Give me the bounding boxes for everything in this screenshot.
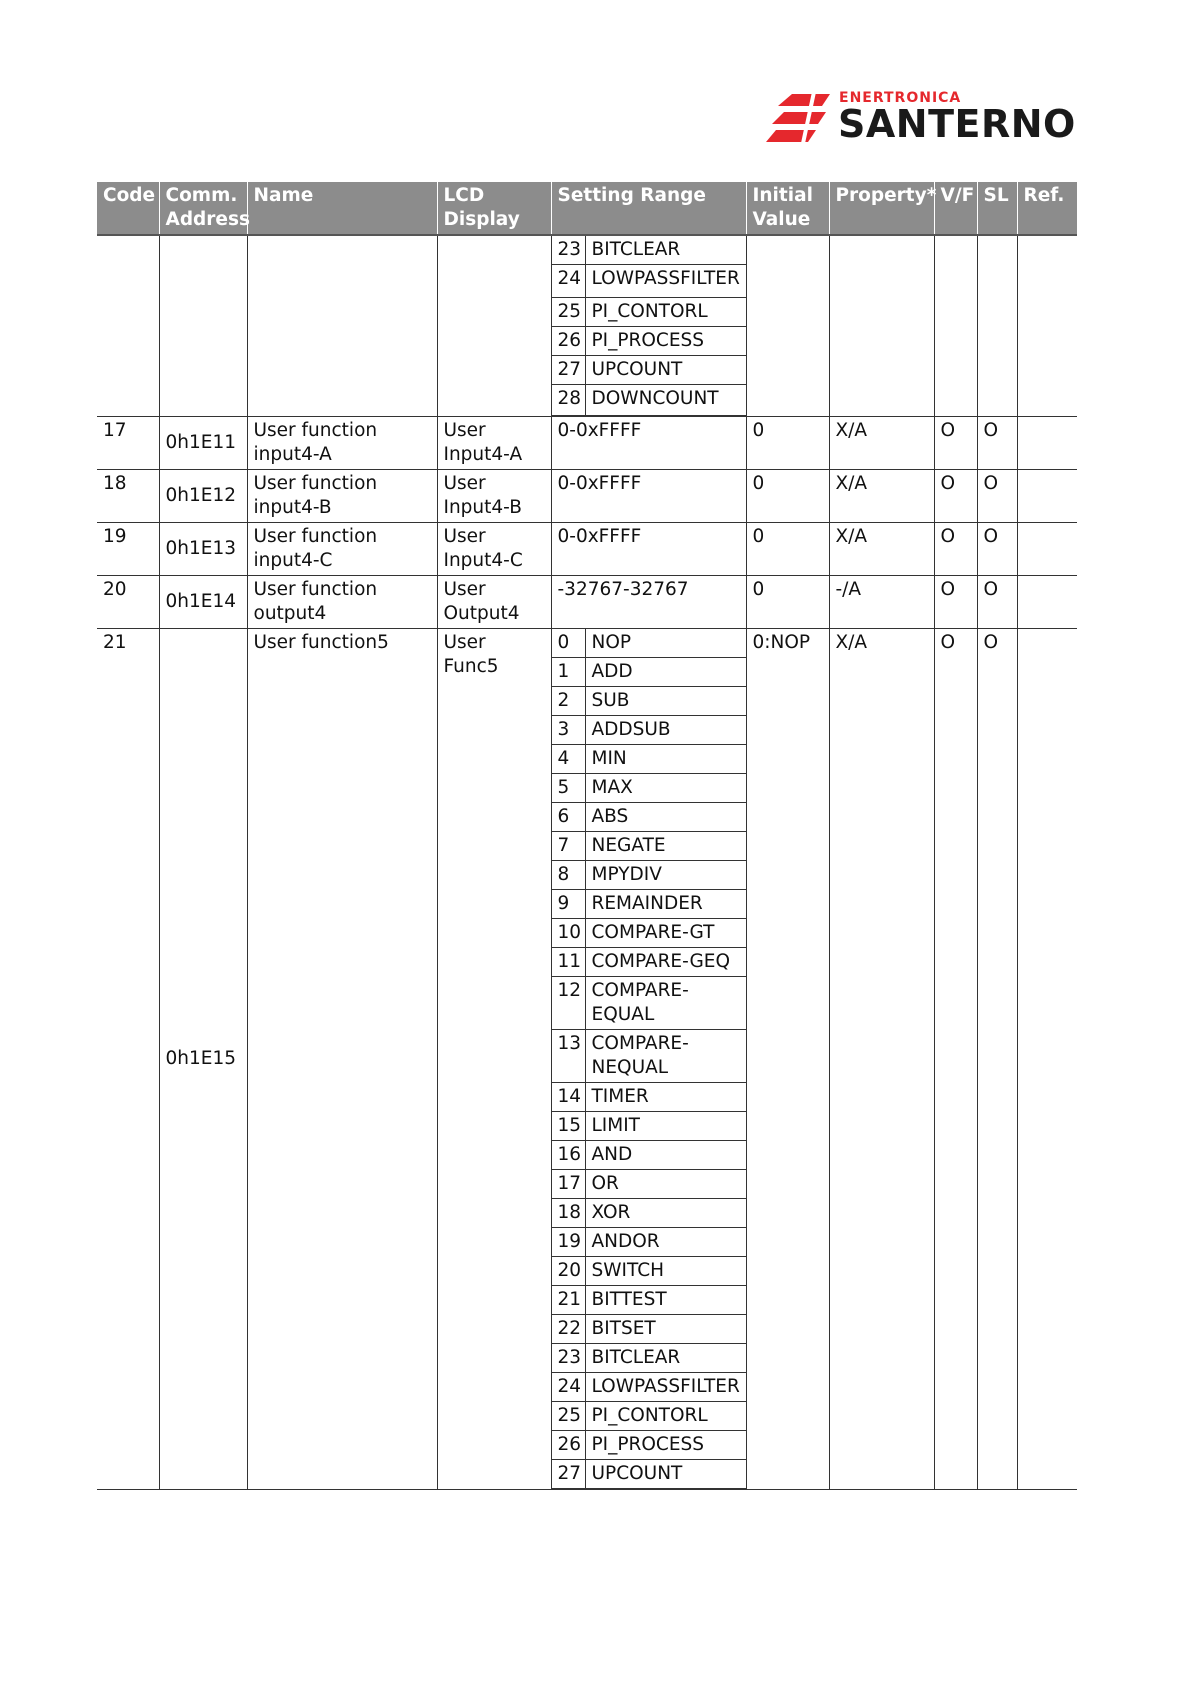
option-number: 23: [552, 236, 586, 265]
option-label: MIN: [585, 745, 746, 774]
option-number: 7: [552, 832, 586, 861]
option-row: [552, 236, 746, 265]
option-label: PI_PROCESS: [585, 327, 746, 356]
option-label: XOR: [585, 1199, 746, 1228]
option-number: 28: [552, 385, 586, 416]
option-row: [552, 919, 746, 948]
cell-sl: O: [977, 523, 1017, 576]
option-label: MAX: [585, 774, 746, 803]
option-row: [552, 1315, 746, 1344]
cell-setting-range-options: [551, 629, 746, 1490]
option-row: [552, 356, 746, 385]
cell-ref: [1017, 576, 1077, 629]
option-number: 15: [552, 1112, 586, 1141]
option-number: 1: [552, 658, 586, 687]
option-label: MPYDIV: [585, 861, 746, 890]
option-row: [552, 977, 746, 1030]
cell-lcd-display: User Func5: [437, 629, 551, 1490]
option-row: [552, 1460, 746, 1489]
cell-vf: O: [934, 629, 977, 1490]
option-label: ADDSUB: [585, 716, 746, 745]
option-number: 19: [552, 1228, 586, 1257]
option-number: 17: [552, 1170, 586, 1199]
cell-comm-address: 0h1E14: [159, 576, 247, 629]
option-row: [552, 832, 746, 861]
continued-options: [551, 235, 746, 417]
option-label: COMPARE-EQUAL: [585, 977, 746, 1030]
header-name: Name: [247, 182, 437, 235]
cell-name: User function output4: [247, 576, 437, 629]
cell-property: X/A: [829, 417, 934, 470]
cell-setting-range: 0-0xFFFF: [551, 523, 746, 576]
cell-lcd-display: User Output4: [437, 576, 551, 629]
option-number: 13: [552, 1030, 586, 1083]
option-number: 24: [552, 265, 586, 298]
option-number: 21: [552, 1286, 586, 1315]
cell-lcd-display: User Input4-A: [437, 417, 551, 470]
option-row: [552, 1083, 746, 1112]
option-label: LIMIT: [585, 1112, 746, 1141]
option-row: [552, 1402, 746, 1431]
option-number: 4: [552, 745, 586, 774]
option-label: SUB: [585, 687, 746, 716]
option-row: [552, 1170, 746, 1199]
option-row: [552, 1286, 746, 1315]
cell-sl: O: [977, 629, 1017, 1490]
header-initial-value: Initial Value: [746, 182, 829, 235]
cell-comm-address: 0h1E12: [159, 470, 247, 523]
option-label: BITCLEAR: [585, 1344, 746, 1373]
cell-ref: [1017, 523, 1077, 576]
brand-name: SANTERNO: [838, 102, 1076, 146]
option-number: 6: [552, 803, 586, 832]
option-number: 11: [552, 948, 586, 977]
option-label: PI_PROCESS: [585, 1431, 746, 1460]
option-label: LOWPASSFILTER: [585, 265, 746, 298]
cell-initial-value: 0: [746, 523, 829, 576]
cell-initial-value: 0:NOP: [746, 629, 829, 1490]
parameter-table: [97, 182, 1077, 1490]
cell-code: 17: [97, 417, 159, 470]
option-number: 12: [552, 977, 586, 1030]
option-number: 27: [552, 1460, 586, 1489]
table-row: [97, 470, 1077, 523]
cell-sl: O: [977, 576, 1017, 629]
header-ref: Ref.: [1017, 182, 1077, 235]
option-label: BITTEST: [585, 1286, 746, 1315]
cell-property: X/A: [829, 629, 934, 1490]
option-label: ADD: [585, 658, 746, 687]
table-row: [97, 417, 1077, 470]
option-row: [552, 1228, 746, 1257]
option-label: COMPARE-GEQ: [585, 948, 746, 977]
option-row: [552, 327, 746, 356]
cell-property: X/A: [829, 470, 934, 523]
cell-name: User function input4-C: [247, 523, 437, 576]
santerno-logo: [764, 88, 1074, 152]
option-row: [552, 1373, 746, 1402]
cell-comm-address: 0h1E13: [159, 523, 247, 576]
option-row: [552, 1344, 746, 1373]
option-number: 27: [552, 356, 586, 385]
cell-vf: O: [934, 576, 977, 629]
cell-ref: [1017, 629, 1077, 1490]
cell-code: 19: [97, 523, 159, 576]
table-row: [97, 523, 1077, 576]
option-label: OR: [585, 1170, 746, 1199]
cell-sl: O: [977, 417, 1017, 470]
cell-ref: [1017, 417, 1077, 470]
option-row: [552, 803, 746, 832]
cell-vf: O: [934, 470, 977, 523]
option-row: [552, 298, 746, 327]
option-number: 24: [552, 1373, 586, 1402]
option-number: 2: [552, 687, 586, 716]
option-number: 25: [552, 1402, 586, 1431]
option-row: [552, 1030, 746, 1083]
option-number: 26: [552, 1431, 586, 1460]
option-label: ANDOR: [585, 1228, 746, 1257]
cell-name: User function5: [247, 629, 437, 1490]
header-lcd-display: LCD Display: [437, 182, 551, 235]
option-number: 26: [552, 327, 586, 356]
cell-setting-range: 0-0xFFFF: [551, 417, 746, 470]
option-label: SWITCH: [585, 1257, 746, 1286]
option-label: UPCOUNT: [585, 1460, 746, 1489]
option-number: 9: [552, 890, 586, 919]
cell-code: 20: [97, 576, 159, 629]
header-vf: V/F: [934, 182, 977, 235]
cell-code: 21: [97, 629, 159, 1490]
header-code: Code: [97, 182, 159, 235]
option-row: [552, 861, 746, 890]
cell-initial-value: 0: [746, 417, 829, 470]
option-row: [552, 890, 746, 919]
option-row: [552, 774, 746, 803]
option-number: 22: [552, 1315, 586, 1344]
option-label: COMPARE-NEQUAL: [585, 1030, 746, 1083]
option-label: NEGATE: [585, 832, 746, 861]
santerno-logo-mark-icon: [764, 90, 836, 150]
header-comm-address: Comm. Address: [159, 182, 247, 235]
cell-property: X/A: [829, 523, 934, 576]
option-row: [552, 1199, 746, 1228]
cell-comm-address: 0h1E11: [159, 417, 247, 470]
table-header: [97, 182, 1077, 235]
option-number: 14: [552, 1083, 586, 1112]
cell-setting-range: -32767-32767: [551, 576, 746, 629]
cell-name: User function input4-A: [247, 417, 437, 470]
cell-sl: O: [977, 470, 1017, 523]
option-label: ABS: [585, 803, 746, 832]
option-row: [552, 658, 746, 687]
option-number: 0: [552, 629, 586, 658]
option-row: [552, 687, 746, 716]
option-label: NOP: [585, 629, 746, 658]
cell-lcd-display: User Input4-B: [437, 470, 551, 523]
option-label: PI_CONTORL: [585, 1402, 746, 1431]
option-number: 16: [552, 1141, 586, 1170]
option-number: 5: [552, 774, 586, 803]
option-number: 18: [552, 1199, 586, 1228]
option-row: [552, 745, 746, 774]
cell-vf: O: [934, 417, 977, 470]
option-label: UPCOUNT: [585, 356, 746, 385]
cell-ref: [1017, 470, 1077, 523]
option-number: 10: [552, 919, 586, 948]
table-row: [97, 576, 1077, 629]
option-label: BITCLEAR: [585, 236, 746, 265]
option-number: 25: [552, 298, 586, 327]
option-row: [552, 629, 746, 658]
option-label: REMAINDER: [585, 890, 746, 919]
option-row: [552, 265, 746, 298]
table-row-continued: [97, 235, 1077, 417]
option-row: [552, 1141, 746, 1170]
cell-code: 18: [97, 470, 159, 523]
option-row: [552, 1112, 746, 1141]
option-label: BITSET: [585, 1315, 746, 1344]
option-label: AND: [585, 1141, 746, 1170]
option-label: DOWNCOUNT: [585, 385, 746, 416]
option-number: 20: [552, 1257, 586, 1286]
header-sl: SL: [977, 182, 1017, 235]
cell-property: -/A: [829, 576, 934, 629]
option-row: [552, 1431, 746, 1460]
option-row: [552, 948, 746, 977]
option-row: [552, 716, 746, 745]
option-number: 8: [552, 861, 586, 890]
brand-tagline: ENERTRONICA: [839, 90, 962, 106]
cell-vf: O: [934, 523, 977, 576]
option-row: [552, 385, 746, 416]
header-setting-range: Setting Range: [551, 182, 746, 235]
option-number: 23: [552, 1344, 586, 1373]
option-label: PI_CONTORL: [585, 298, 746, 327]
cell-initial-value: 0: [746, 470, 829, 523]
option-number: 3: [552, 716, 586, 745]
table-row-user-function5: [97, 629, 1077, 1490]
header-property: Property*: [829, 182, 934, 235]
cell-name: User function input4-B: [247, 470, 437, 523]
cell-setting-range: 0-0xFFFF: [551, 470, 746, 523]
option-row: [552, 1257, 746, 1286]
option-label: TIMER: [585, 1083, 746, 1112]
cell-comm-address: 0h1E15: [159, 629, 247, 1490]
cell-lcd-display: User Input4-C: [437, 523, 551, 576]
option-label: COMPARE-GT: [585, 919, 746, 948]
option-label: LOWPASSFILTER: [585, 1373, 746, 1402]
cell-initial-value: 0: [746, 576, 829, 629]
